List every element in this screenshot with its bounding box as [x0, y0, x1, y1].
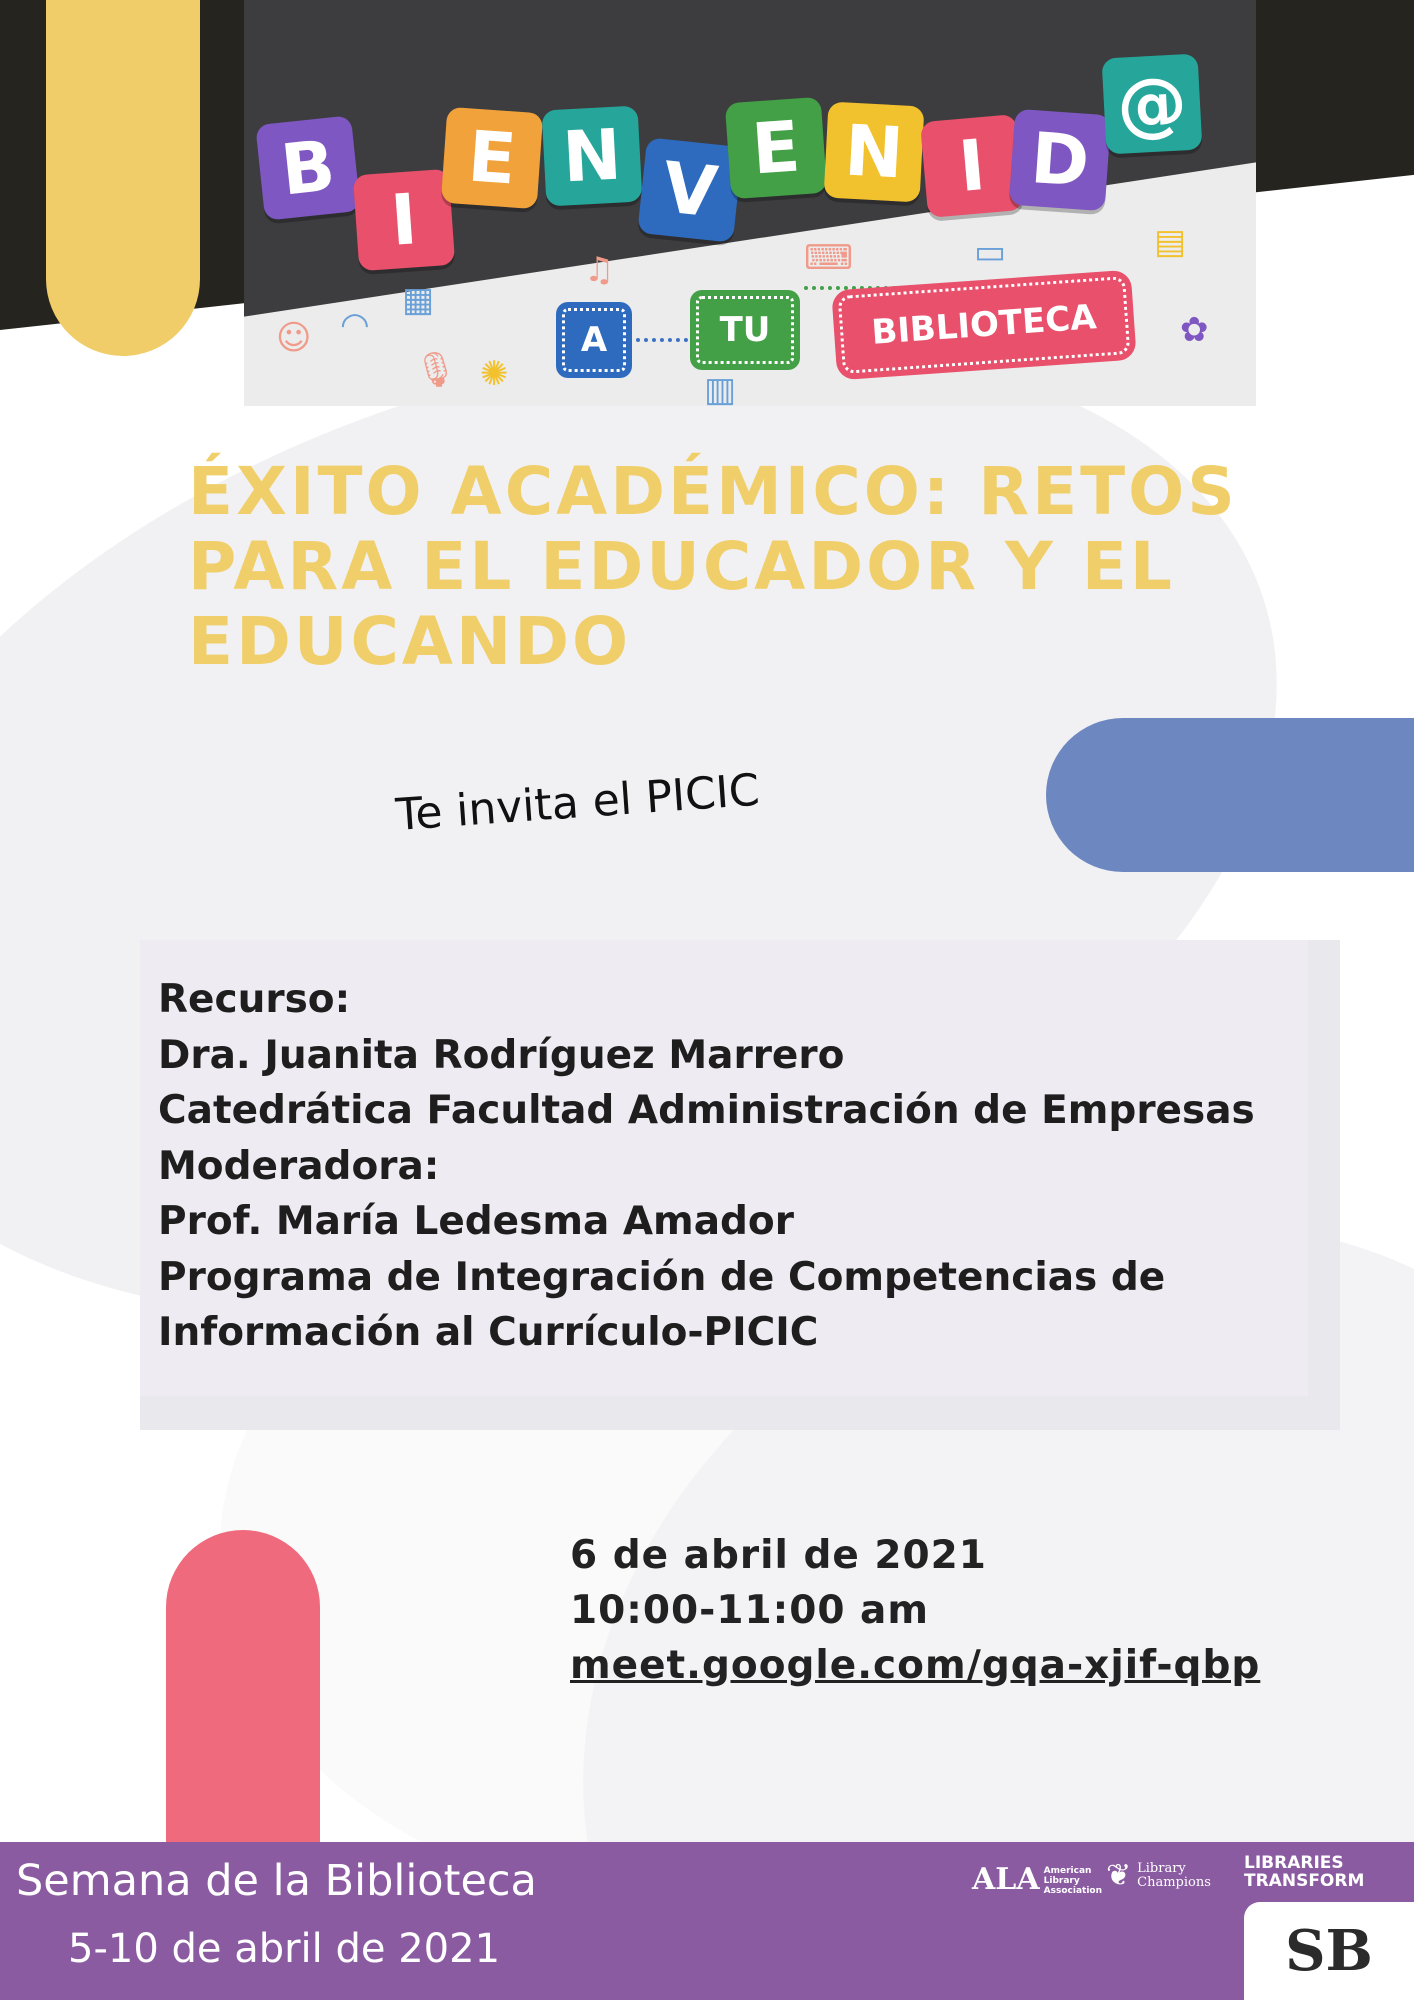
moderator-program-cont: Información al Currículo-PICIC [158, 1310, 819, 1355]
library-champions-logo: ❦ Library Champions [1106, 1858, 1211, 1893]
person-icon: ☺ [276, 318, 312, 358]
welcome-letter-tile: N [542, 106, 643, 207]
guitar-icon: ♫ [584, 250, 615, 290]
tag-a: A [556, 302, 632, 378]
moderator-program: Programa de Integración de Competencias de [158, 1254, 1166, 1300]
sb-logo: SB [1244, 1902, 1414, 2000]
microphone-icon: 🎙︎ [414, 350, 458, 390]
welcome-letter-tile: E [441, 107, 543, 209]
ala-logo: ALA American Library Association [972, 1862, 1102, 1897]
moderator-label: Moderadora: [158, 1143, 440, 1189]
event-time: 10:00-11:00 am [570, 1588, 930, 1633]
welcome-letter-tile: E [725, 97, 827, 199]
footer-bar [0, 1842, 1414, 2000]
decorative-blue-pill [1046, 718, 1414, 872]
speaker-info-card [140, 940, 1308, 1396]
footer-title: Semana de la Biblioteca [16, 1856, 537, 1906]
book-hands-icon: ❦ [1106, 1858, 1132, 1893]
welcome-letter-tile: I [920, 114, 1024, 218]
speaker-name: Dra. Juanita Rodríguez Marrero [158, 1032, 845, 1078]
welcome-letter-tile: V [637, 137, 743, 243]
event-date: 6 de abril de 2021 [570, 1533, 987, 1578]
resource-label: Recurso: [158, 977, 351, 1022]
decorative-pink-pill [166, 1530, 320, 1860]
invitation-text: Te invita el PICIC [394, 764, 762, 841]
footer-dates: 5-10 de abril de 2021 [68, 1926, 501, 1972]
tag-biblioteca: BIBLIOTECA [831, 270, 1137, 381]
moderator-name: Prof. María Ledesma Amador [158, 1199, 794, 1244]
abc-board-icon: ▤ [1154, 222, 1187, 262]
meeting-link[interactable]: meet.google.com/gqa-xjif-qbp [570, 1643, 1261, 1688]
lightbulb-icon: ✺ [480, 354, 509, 394]
clapperboard-icon: ▦ [402, 280, 435, 320]
libraries-transform-logo: LIBRARIES TRANSFORM [1244, 1853, 1365, 1891]
welcome-letter-tile: B [255, 115, 361, 221]
palette-icon: ✿ [1180, 310, 1209, 350]
decorative-yellow-pill [46, 0, 200, 356]
wifi-icon: ◠ [340, 305, 370, 345]
welcome-letter-tile: D [1009, 109, 1111, 211]
welcome-letter-tile: @ [1102, 54, 1203, 155]
tag-tu: TU [690, 290, 800, 370]
book-icon: ▥ [704, 370, 737, 406]
event-title-line: PARA EL EDUCADOR Y EL [188, 528, 1175, 605]
event-details [570, 1528, 1260, 1693]
event-title-line: ÉXITO ACADÉMICO: RETOS [188, 453, 1238, 530]
event-title [188, 454, 1318, 679]
event-title-line: EDUCANDO [188, 603, 632, 680]
gamepad-icon: ⌨ [804, 238, 854, 278]
welcome-banner [244, 0, 1256, 406]
welcome-letter-tile: I [353, 169, 455, 271]
speaker-title: Catedrática Facultad Administración de Empresas [158, 1088, 1255, 1133]
monitor-icon: ▭ [974, 232, 1007, 272]
welcome-letter-tile: N [824, 102, 925, 203]
